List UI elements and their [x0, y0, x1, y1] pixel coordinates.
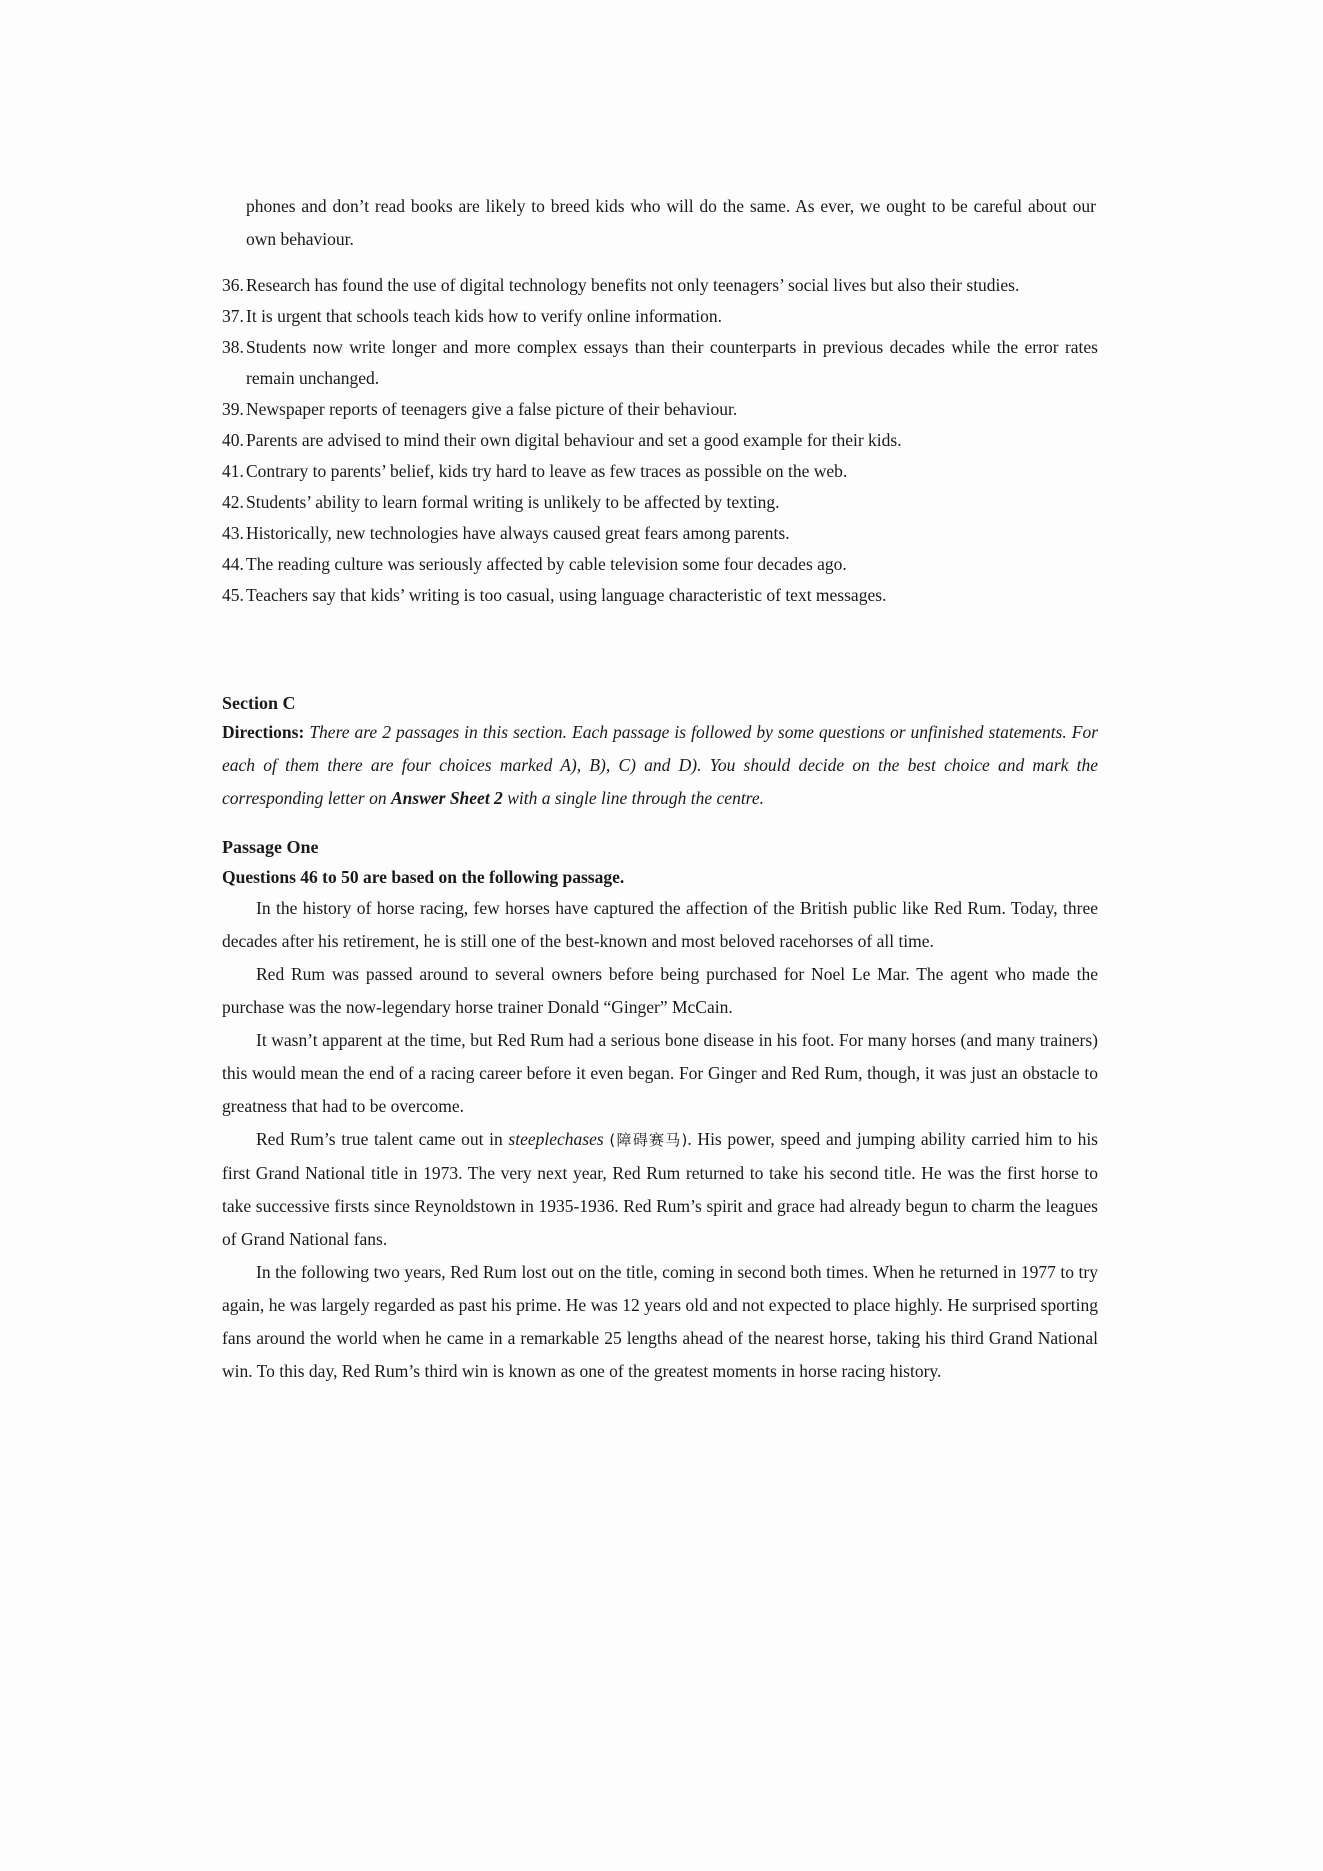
passage-paragraph: Red Rum was passed around to several owners before being purchased for Noel Le Mar. The agent who made the purchase was the now-legendary horse trainer Donald “Ginger” McCain. [222, 964, 1098, 1017]
statement-item [222, 518, 1098, 549]
statement-item [222, 270, 1098, 301]
passage-text: . His power, speed and jumping ability carried him to his first Grand National title in 1973. The very next year, Red Rum returned to take his second title. He was the first horse to take successive firsts since Reynoldstown in 1935-1936. Red Rum’s spirit and grace had already begun to charm the leagues of Grand National fans. [222, 1129, 1098, 1249]
statement-item [222, 456, 1098, 487]
directions-paragraph [222, 716, 1098, 815]
statement-number: 39. [222, 399, 244, 419]
continuation-text: phones and don’t read books are likely to breed kids who will do the same. As ever, we ought to be careful about our own behaviour. [246, 196, 1096, 249]
directions-text-end: with a single line through the centre. [507, 788, 764, 808]
directions-text: There are 2 passages in this section. Each passage is followed by some questions or unfinished statements. For each of them there are four choices marked A), B), C) and D). You should decide on the best choice and mark the corresponding letter on [222, 722, 1099, 808]
directions-label: Directions: [222, 722, 305, 742]
statement-text: Parents are advised to mind their own digital behaviour and set a good example for their kids. [246, 430, 902, 450]
statement-item [222, 487, 1098, 518]
section-c-title: Section C [222, 693, 296, 713]
statement-number: 37. [222, 306, 244, 326]
statement-text: The reading culture was seriously affected by cable television some four decades ago. [246, 554, 847, 574]
statement-item [222, 394, 1098, 425]
passage-paragraph [222, 1123, 1098, 1256]
continuation-paragraph [246, 190, 1096, 256]
statement-number: 41. [222, 461, 244, 481]
statement-number: 43. [222, 523, 244, 543]
statement-item [222, 549, 1098, 580]
passage-text: Red Rum’s true talent came out in [256, 1129, 503, 1149]
statement-item [222, 580, 1098, 611]
statement-number: 44. [222, 554, 244, 574]
passage-title: Passage One [222, 837, 319, 857]
statement-list [222, 270, 1098, 611]
statement-text: Students’ ability to learn formal writing is unlikely to be affected by texting. [246, 492, 780, 512]
statement-text: It is urgent that schools teach kids how to verify online information. [246, 306, 722, 326]
statement-item [222, 301, 1098, 332]
statement-number: 36. [222, 275, 244, 295]
statement-number: 42. [222, 492, 244, 512]
passage-intro: Questions 46 to 50 are based on the following passage. [222, 867, 625, 887]
statement-text: Research has found the use of digital technology benefits not only teenagers’ social lives but also their studies. [246, 275, 1020, 295]
passage-body [222, 892, 1098, 1388]
statement-text: Historically, new technologies have always caused great fears among parents. [246, 523, 790, 543]
passage-paragraph: In the following two years, Red Rum lost out on the title, coming in second both times. When he returned in 1977 to try again, he was largely regarded as past his prime. He was 12 years old and not expected to place highly. He surprised sporting fans around the world when he came in a remarkable 25 lengths ahead of the nearest horse, taking his third Grand National win. To this day, Red Rum’s third win is known as one of the greatest moments in horse racing history. [222, 1262, 1098, 1381]
statement-text: Students now write longer and more complex essays than their counterparts in previous decades while the error rates remain unchanged. [246, 337, 1098, 388]
passage-paragraph: It wasn’t apparent at the time, but Red Rum had a serious bone disease in his foot. For many horses (and many trainers) this would mean the end of a racing career before it even began. For Ginger and Red Rum, though, it was just an obstacle to greatness that had to be overcome. [222, 1030, 1098, 1116]
statement-item [222, 425, 1098, 456]
statement-item [222, 332, 1098, 394]
passage-paragraph: In the history of horse racing, few horses have captured the affection of the British public like Red Rum. Today, three decades after his retirement, he is still one of the best-known and most beloved racehorses of all time. [222, 898, 1098, 951]
statement-number: 38. [222, 337, 244, 357]
passage-gloss: (障碍赛马) [609, 1131, 688, 1149]
statement-text: Contrary to parents’ belief, kids try hard to leave as few traces as possible on the web. [246, 461, 848, 481]
statement-text: Newspaper reports of teenagers give a false picture of their behaviour. [246, 399, 738, 419]
statement-text: Teachers say that kids’ writing is too casual, using language characteristic of text messages. [246, 585, 887, 605]
directions-answer-sheet: Answer Sheet 2 [390, 788, 503, 808]
statement-number: 40. [222, 430, 244, 450]
statement-number: 45. [222, 585, 244, 605]
passage-term: steeplechases [508, 1129, 604, 1149]
